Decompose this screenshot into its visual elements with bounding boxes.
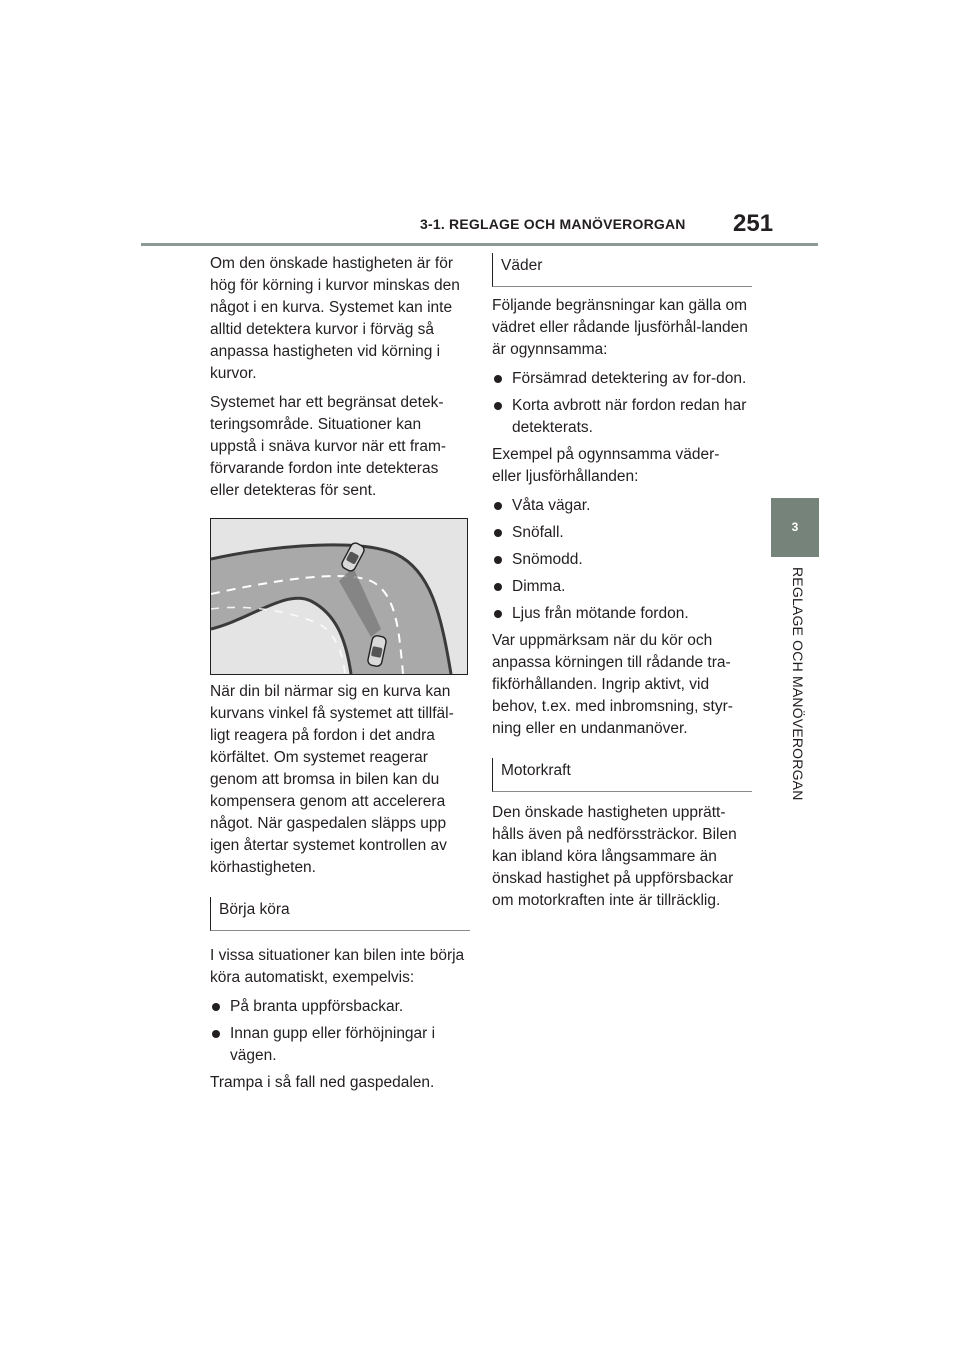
list-item: Innan gupp eller förhöjningar i vägen.: [210, 1023, 470, 1067]
subheading-engine-power: Motorkraft: [492, 758, 752, 792]
list-item: Snöfall.: [492, 522, 752, 544]
list-item: Försämrad detektering av for-don.: [492, 368, 752, 390]
bullet-list: [210, 996, 470, 1067]
chapter-tab: [771, 498, 819, 557]
page-number: 251: [733, 210, 774, 237]
paragraph: Systemet har ett begränsat detek-teringsområde. Situationer kan uppstå i snäva kurvor när ett fram-förvarande fordon inte detekteras eller detekteras för sent.: [210, 394, 447, 499]
paragraph: Följande begränsningar kan gälla om vädret eller rådande ljusförhål-landen är ogynnsamma:: [492, 297, 748, 358]
paragraph: Den önskade hastigheten upprätt-hålls även på nedförssträckor. Bilen kan ibland köra långsammare än önskad hastighet på uppförsbackar om motorkraften inte är tillräcklig.: [492, 804, 737, 909]
paragraph: I vissa situationer kan bilen inte börja köra automatiskt, exempelvis:: [210, 947, 465, 986]
chapter-label: REGLAGE OCH MANÖVERORGAN: [790, 567, 806, 801]
bullet-list: [492, 495, 752, 625]
paragraph: När din bil närmar sig en kurva kan kurvans vinkel få systemet att tillfäl-ligt reagera på fordon i det andra körfältet. Om systemet reagerar genom att bromsa in bilen kan du kompensera genom att accelerera något. När gaspedalen släpps upp igen återtar systemet kontrollen av körhastigheten.: [210, 683, 454, 876]
chapter-number: 3: [791, 520, 799, 534]
paragraph: Exempel på ogynnsamma väder- eller ljusförhållanden:: [492, 446, 720, 485]
left-column: [210, 253, 470, 1101]
list-item: Våta vägar.: [492, 495, 752, 517]
list-item: Ljus från mötande fordon.: [492, 603, 752, 625]
paragraph: Om den önskade hastigheten är för hög för körning i kurvor minskas den något i en kurva. Systemet kan inte alltid detektera kurvor i förväg så anpassa hastigheten vid körning i kurvor.: [210, 255, 460, 382]
list-item: Snömodd.: [492, 549, 752, 571]
right-column: [492, 253, 752, 919]
curve-road-diagram: [211, 519, 467, 674]
list-item: Korta avbrott när fordon redan har detekterats.: [492, 395, 752, 439]
subheading-weather: Väder: [492, 253, 752, 287]
list-item: Dimma.: [492, 576, 752, 598]
paragraph: Trampa i så fall ned gaspedalen.: [210, 1074, 435, 1091]
curve-detection-illustration: [210, 518, 468, 675]
paragraph: Var uppmärksam när du kör och anpassa körningen till rådande tra-fikförhållanden. Ingrip aktivt, vid behov, t.ex. med inbromsning, styr-ning eller en undanmanöver.: [492, 632, 733, 737]
list-item: På branta uppförsbackar.: [210, 996, 470, 1018]
section-title: 3-1. REGLAGE OCH MANÖVERORGAN: [420, 216, 686, 232]
header-divider: [141, 243, 818, 246]
subheading-start: Börja köra: [210, 897, 470, 931]
bullet-list: [492, 368, 752, 439]
